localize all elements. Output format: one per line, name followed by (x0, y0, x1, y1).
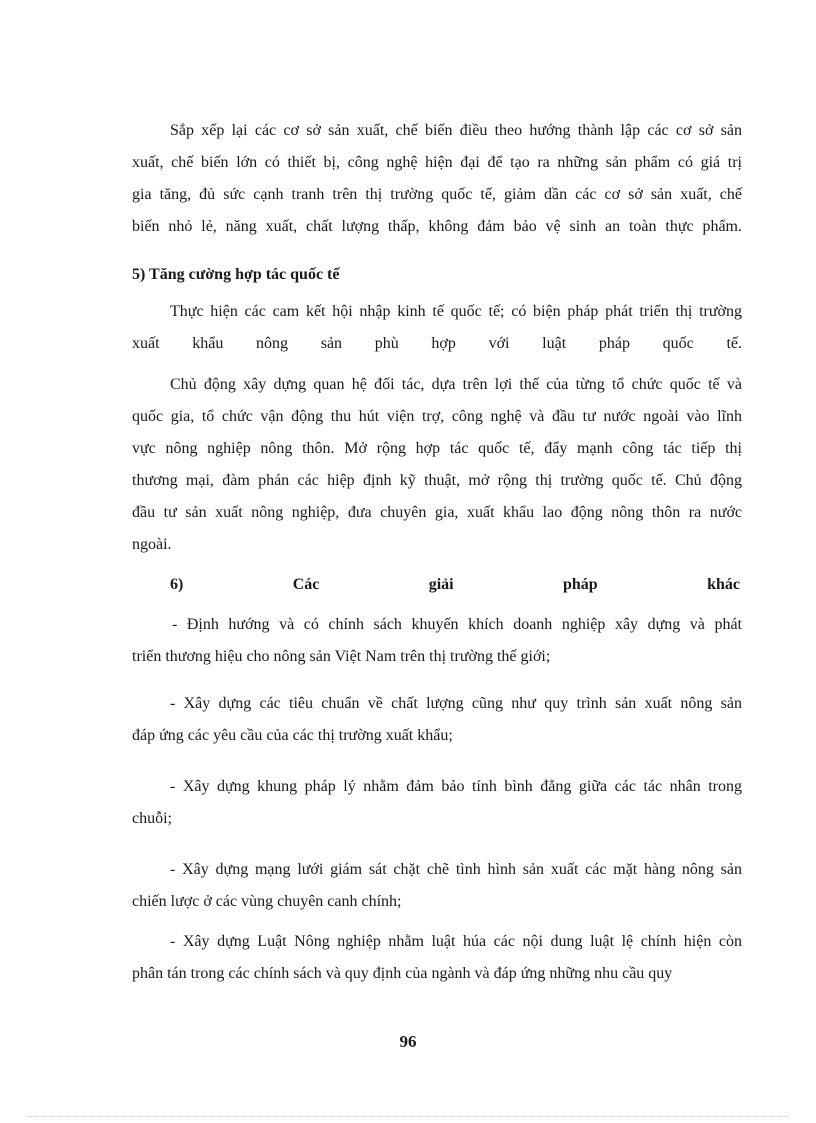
bullet-legal-framework (132, 771, 742, 835)
text-line: đầu tư sản xuất nông nghiệp, đưa chuyên gia, xuất khẩu lao động nông thôn ra nước (132, 504, 742, 521)
text-line: thương mại, đàm phán các hiệp định kỹ thuật, mở rộng thị trường quốc tế. Chủ động (132, 472, 742, 489)
text-line: chuỗi; (132, 810, 172, 827)
heading-word: pháp (563, 576, 598, 593)
heading-word: Các (292, 576, 320, 593)
bullet-quality-standards (132, 688, 742, 752)
paragraph-partnerships (132, 369, 742, 561)
text-line: ngoài. (132, 536, 172, 553)
page-number: 96 (399, 1032, 417, 1051)
paragraph-integration-commitments (132, 296, 742, 360)
text-line: - Định hướng và có chính sách khuyến khích doanh nghiệp xây dựng và phát (172, 616, 742, 633)
heading-word: 6) (170, 576, 184, 593)
text-line: xuất khẩu nông sản phù hợp với luật pháp quốc tế. (132, 335, 742, 352)
text-line: quốc gia, tổ chức vận động thu hút viện trợ, công nghệ và đầu tư nước ngoài vào lĩnh (132, 408, 742, 425)
text-line: đáp ứng các yêu cầu của các thị trường xuất khẩu; (132, 727, 453, 744)
page-bottom-divider (28, 1116, 788, 1117)
bullet-agriculture-law (132, 926, 742, 990)
section-heading-5: 5) Tăng cường hợp tác quốc tế (132, 266, 340, 283)
text-line: vực nông nghiệp nông thôn. Mở rộng hợp tác quốc tế, đẩy mạnh công tác tiếp thị (132, 440, 742, 457)
text-line: Thực hiện các cam kết hội nhập kinh tế quốc tế; có biện pháp phát triển thị trường (170, 303, 742, 320)
bullet-branding (132, 609, 742, 673)
heading-word: khác (707, 576, 740, 593)
text-line: phân tán trong các chính sách và quy định của ngành và đáp ứng những nhu cầu quy (132, 965, 673, 982)
text-line: xuất, chế biến lớn có thiết bị, công nghệ hiện đại để tạo ra những sản phẩm có giá trị (132, 154, 742, 171)
text-line: - Xây dựng các tiêu chuẩn về chất lượng cũng như quy trình sản xuất nông sản (170, 695, 742, 712)
bullet-monitoring-network (132, 854, 742, 918)
text-line: gia tăng, đủ sức cạnh tranh trên thị trường quốc tế, giảm dần các cơ sở sản xuất, chế (132, 186, 742, 203)
text-line: - Xây dựng khung pháp lý nhằm đảm bảo tính bình đẳng giữa các tác nhân trong (170, 778, 742, 795)
section-heading-6 (170, 576, 740, 594)
heading-word: giải (428, 576, 454, 593)
text-line: Chủ động xây dựng quan hệ đối tác, dựa trên lợi thế của từng tổ chức quốc tế và (170, 376, 742, 393)
text-line: - Xây dựng Luật Nông nghiệp nhằm luật húa các nội dung luật lệ chính hiện còn (170, 933, 742, 950)
text-line: - Xây dựng mạng lưới giám sát chặt chẽ tình hình sản xuất các mặt hàng nông sản (170, 861, 742, 878)
text-line: triển thương hiệu cho nông sản Việt Nam trên thị trường thế giới; (132, 648, 551, 665)
text-line: Sắp xếp lại các cơ sở sản xuất, chế biến điều theo hướng thành lập các cơ sở sản (170, 122, 742, 139)
text-line: chiến lược ở các vùng chuyên canh chính; (132, 893, 402, 910)
text-line: biến nhỏ lẻ, năng xuất, chất lượng thấp, không đảm bảo vệ sinh an toàn thực phẩm. (132, 218, 742, 235)
paragraph-processing-facilities (132, 115, 742, 243)
